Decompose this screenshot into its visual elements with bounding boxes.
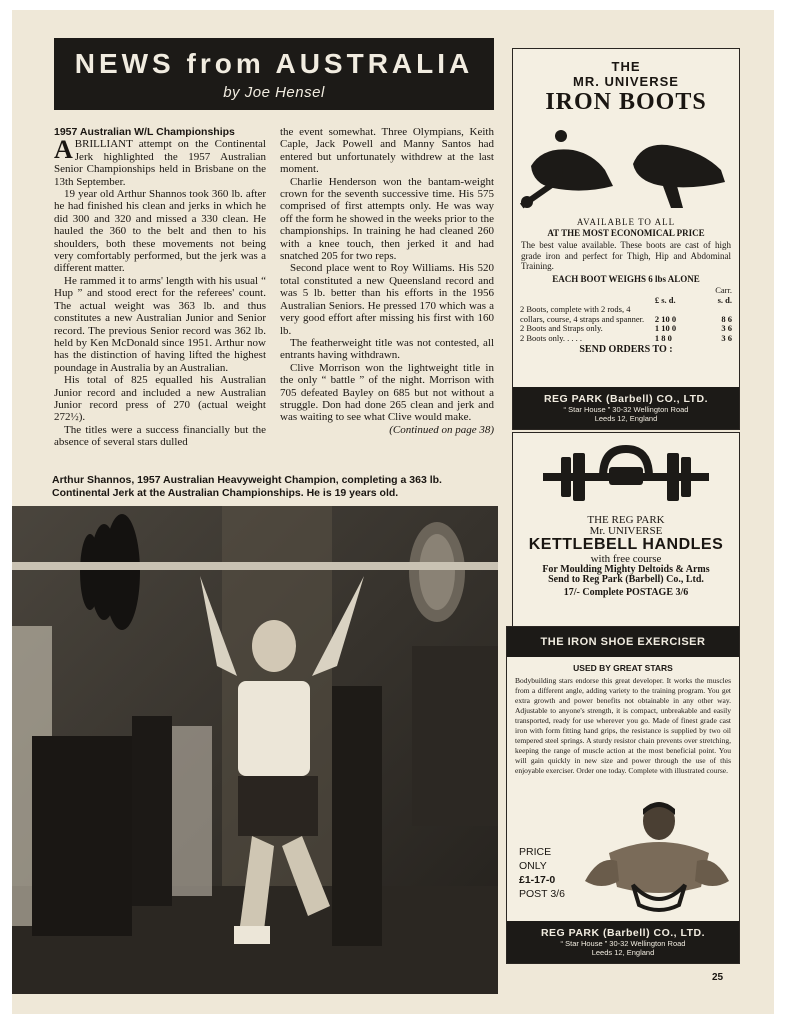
iron-boots-ad xyxy=(512,48,740,430)
kettlebell-ad xyxy=(512,432,740,628)
ad-description: The best value available. These boots are cast of high grade iron and perfect for Thigh, Hip and Abdominal Training. xyxy=(521,240,731,271)
article-paragraph: He rammed it to arms' length with his usual “ Hup ” and stood erect for the referees' count. The actual weight was 363 lb. and thus constitutes a new Australian Junior and Senior record. The previous Senior record was 362 lb. held by Ken McDonald since 1951. Arthur now has the distinction of having lifted the highest poundage in Australia by an Australian. xyxy=(54,274,266,374)
carr-value: 8 6 xyxy=(721,313,732,324)
title-banner xyxy=(54,38,494,110)
continued-note: (Continued on page 38) xyxy=(389,423,494,436)
kettle-price: 17/- Complete POSTAGE 3/6 xyxy=(563,586,689,598)
article-paragraph: His total of 825 equalled his Australian Junior record and included a new Australian Junior record press of 270 (actual weight 272½). xyxy=(54,374,266,424)
kettle-moulding: For Moulding Mighty Deltoids & Arms xyxy=(542,563,710,575)
shoe-body: Bodybuilding stars endorse this great developer. It works the muscles from a different angle, adding variety to the training program. You get extra growth and power benefits not obtainable in any other way. Adjustable to anyone's strength, it is compact, unbreakable and easily transported, ready for use wherever you go. Made of finest grade cast iron with form fitting hand grips, the resistance is supplied by two oil tempered steel springs. A sturdy resistor chain prevents over stretching, keeping the range of muscle action at the most beneficial point. You will gain quickly in new size and power through the use of this enjoyable exerciser. Order one today. Complete with illustrated course. xyxy=(515,676,731,775)
company-address-1: “ Star House ” 30-32 Wellington Road xyxy=(560,939,686,948)
article-heading: 1957 Australian W/L Championships xyxy=(54,126,235,138)
kettlebell-icon xyxy=(513,437,739,515)
weightlifter-photo xyxy=(12,506,498,994)
company-address-1: “ Star House ” 30-32 Wellington Road xyxy=(563,405,689,414)
carr-header: Carr. xyxy=(715,285,732,295)
weightlifter-illustration xyxy=(12,506,498,994)
kettle-send: Send to Reg Park (Barbell) Co., Ltd. xyxy=(548,574,704,585)
ad-weight: EACH BOOT WEIGHS 6 lbs ALONE xyxy=(552,273,700,284)
shoe-price-label-2: ONLY xyxy=(519,860,547,872)
iron-shoe-ad xyxy=(506,626,740,964)
ad-economical: AT THE MOST ECONOMICAL PRICE xyxy=(547,227,705,238)
page-number: 25 xyxy=(712,972,724,983)
article-paragraph: Charlie Henderson won the bantam-weight crown for the seventh successive time. His 575 comprised of first attempts only. He was way off the form he showed in the weeks prior to the championships. In training he had cleaned 260 with a knee touch, then jerked it and had snatched 205 for two reps. xyxy=(280,175,494,263)
drop-cap: A xyxy=(54,135,73,165)
iron-boots-icon xyxy=(513,116,739,212)
company-address-2: Leeds 12, England xyxy=(594,414,658,423)
kettle-free-course: with free course xyxy=(590,553,662,565)
carr-currency-header: s. d. xyxy=(717,294,732,305)
ad-product-title: IRON BOOTS xyxy=(545,89,707,115)
magazine-page xyxy=(12,10,774,1014)
price-item: 2 Boots, complete with 2 rods, 4 collars, course, 4 straps and spanner. xyxy=(520,304,645,324)
byline: by Joe Hensel xyxy=(223,84,325,101)
company-band xyxy=(513,387,739,429)
page-title: NEWS from AUSTRALIA xyxy=(74,48,474,79)
company-address-2: Leeds 12, England xyxy=(591,948,655,957)
carr-value: 3 6 xyxy=(721,332,732,343)
article-paragraph: the event somewhat. Three Olympians, Keith Caple, Jack Powell and Manny Santos had entered but unfortunately withdrew at the last moment. xyxy=(280,126,494,176)
price-value: 2 10 0 xyxy=(654,313,677,324)
article-paragraph: Second place went to Roy Williams. His 520 total constituted a new Queensland record and was 5 lb. better than his efforts in the 1956 Australian Seniors. He pressed 170 which was a very good effort after missing his first with 160 lb. xyxy=(280,262,494,337)
article-paragraph-text: BRILLIANT attempt on the Continental Jerk highlighted the 1957 Australian Senior Championships held in Brisbane on the 13th September. xyxy=(54,138,266,188)
shoe-price-label-1: PRICE xyxy=(519,846,552,858)
table-row xyxy=(519,334,733,344)
shoe-used-by: USED BY GREAT STARS xyxy=(573,663,673,673)
article-paragraph: Clive Morrison won the lightweight title in the only “ battle ” of the night. Morrison with 705 defeated Bayley on 685 but not without a struggle. Don had done 265 clean and jerk and was waiting to see what Clive would make. xyxy=(280,361,494,424)
carr-value: 3 6 xyxy=(721,323,732,333)
photo-caption: Arthur Shannos, 1957 Australian Heavyweight Champion, completing a 363 lb. Continental Jerk at the Australian Championships. He is 19 years old. xyxy=(52,474,442,499)
kettle-line1: THE REG PARK xyxy=(587,514,665,526)
shoe-postage: POST 3/6 xyxy=(519,888,565,900)
article-column-1 xyxy=(54,126,266,449)
company-name: REG PARK (Barbell) CO., LTD. xyxy=(540,927,706,939)
table-row xyxy=(519,305,733,324)
article-paragraph: 19 year old Arthur Shannos took 360 lb. after he had finished his clean and jerks in which he did 300 and 320 and missed a 330 clean. He hauled the 360 to the belt and then to his shoulders, both these movements not being very comfortably performed, but the jerk was a different matter. xyxy=(54,188,266,275)
article-paragraph: The titles were a success financially but the absence of several stars dulled xyxy=(54,423,266,449)
article-column-2 xyxy=(280,126,494,436)
currency-header: £ s. d. xyxy=(654,294,676,305)
price-item: 2 Boots and Straps only. xyxy=(520,323,603,333)
kettle-line2: Mr. UNIVERSE xyxy=(589,524,663,537)
price-item: 2 Boots only. . . . . xyxy=(520,332,583,343)
shoe-price-block xyxy=(519,845,565,901)
kettle-product: KETTLEBELL HANDLES xyxy=(528,536,724,553)
article-paragraph: The featherweight title was not contested, all entrants having withdrawn. xyxy=(280,336,494,362)
bodybuilder-illustration xyxy=(579,795,735,915)
shoe-price: £1-17-0 xyxy=(519,874,556,886)
article-paragraph xyxy=(54,135,266,188)
price-value: 1 10 0 xyxy=(654,323,677,333)
ad-the: THE xyxy=(611,59,641,74)
ad-available: AVAILABLE TO ALL xyxy=(576,217,676,227)
price-value: 1 8 0 xyxy=(654,332,672,343)
company-band xyxy=(507,921,739,963)
shoe-title: THE IRON SHOE EXERCISER xyxy=(507,627,739,657)
send-orders: SEND ORDERS TO : xyxy=(579,344,673,355)
ad-mr-universe: MR. UNIVERSE xyxy=(573,74,679,89)
company-name: REG PARK (Barbell) CO., LTD. xyxy=(543,393,709,405)
price-table xyxy=(519,286,733,343)
